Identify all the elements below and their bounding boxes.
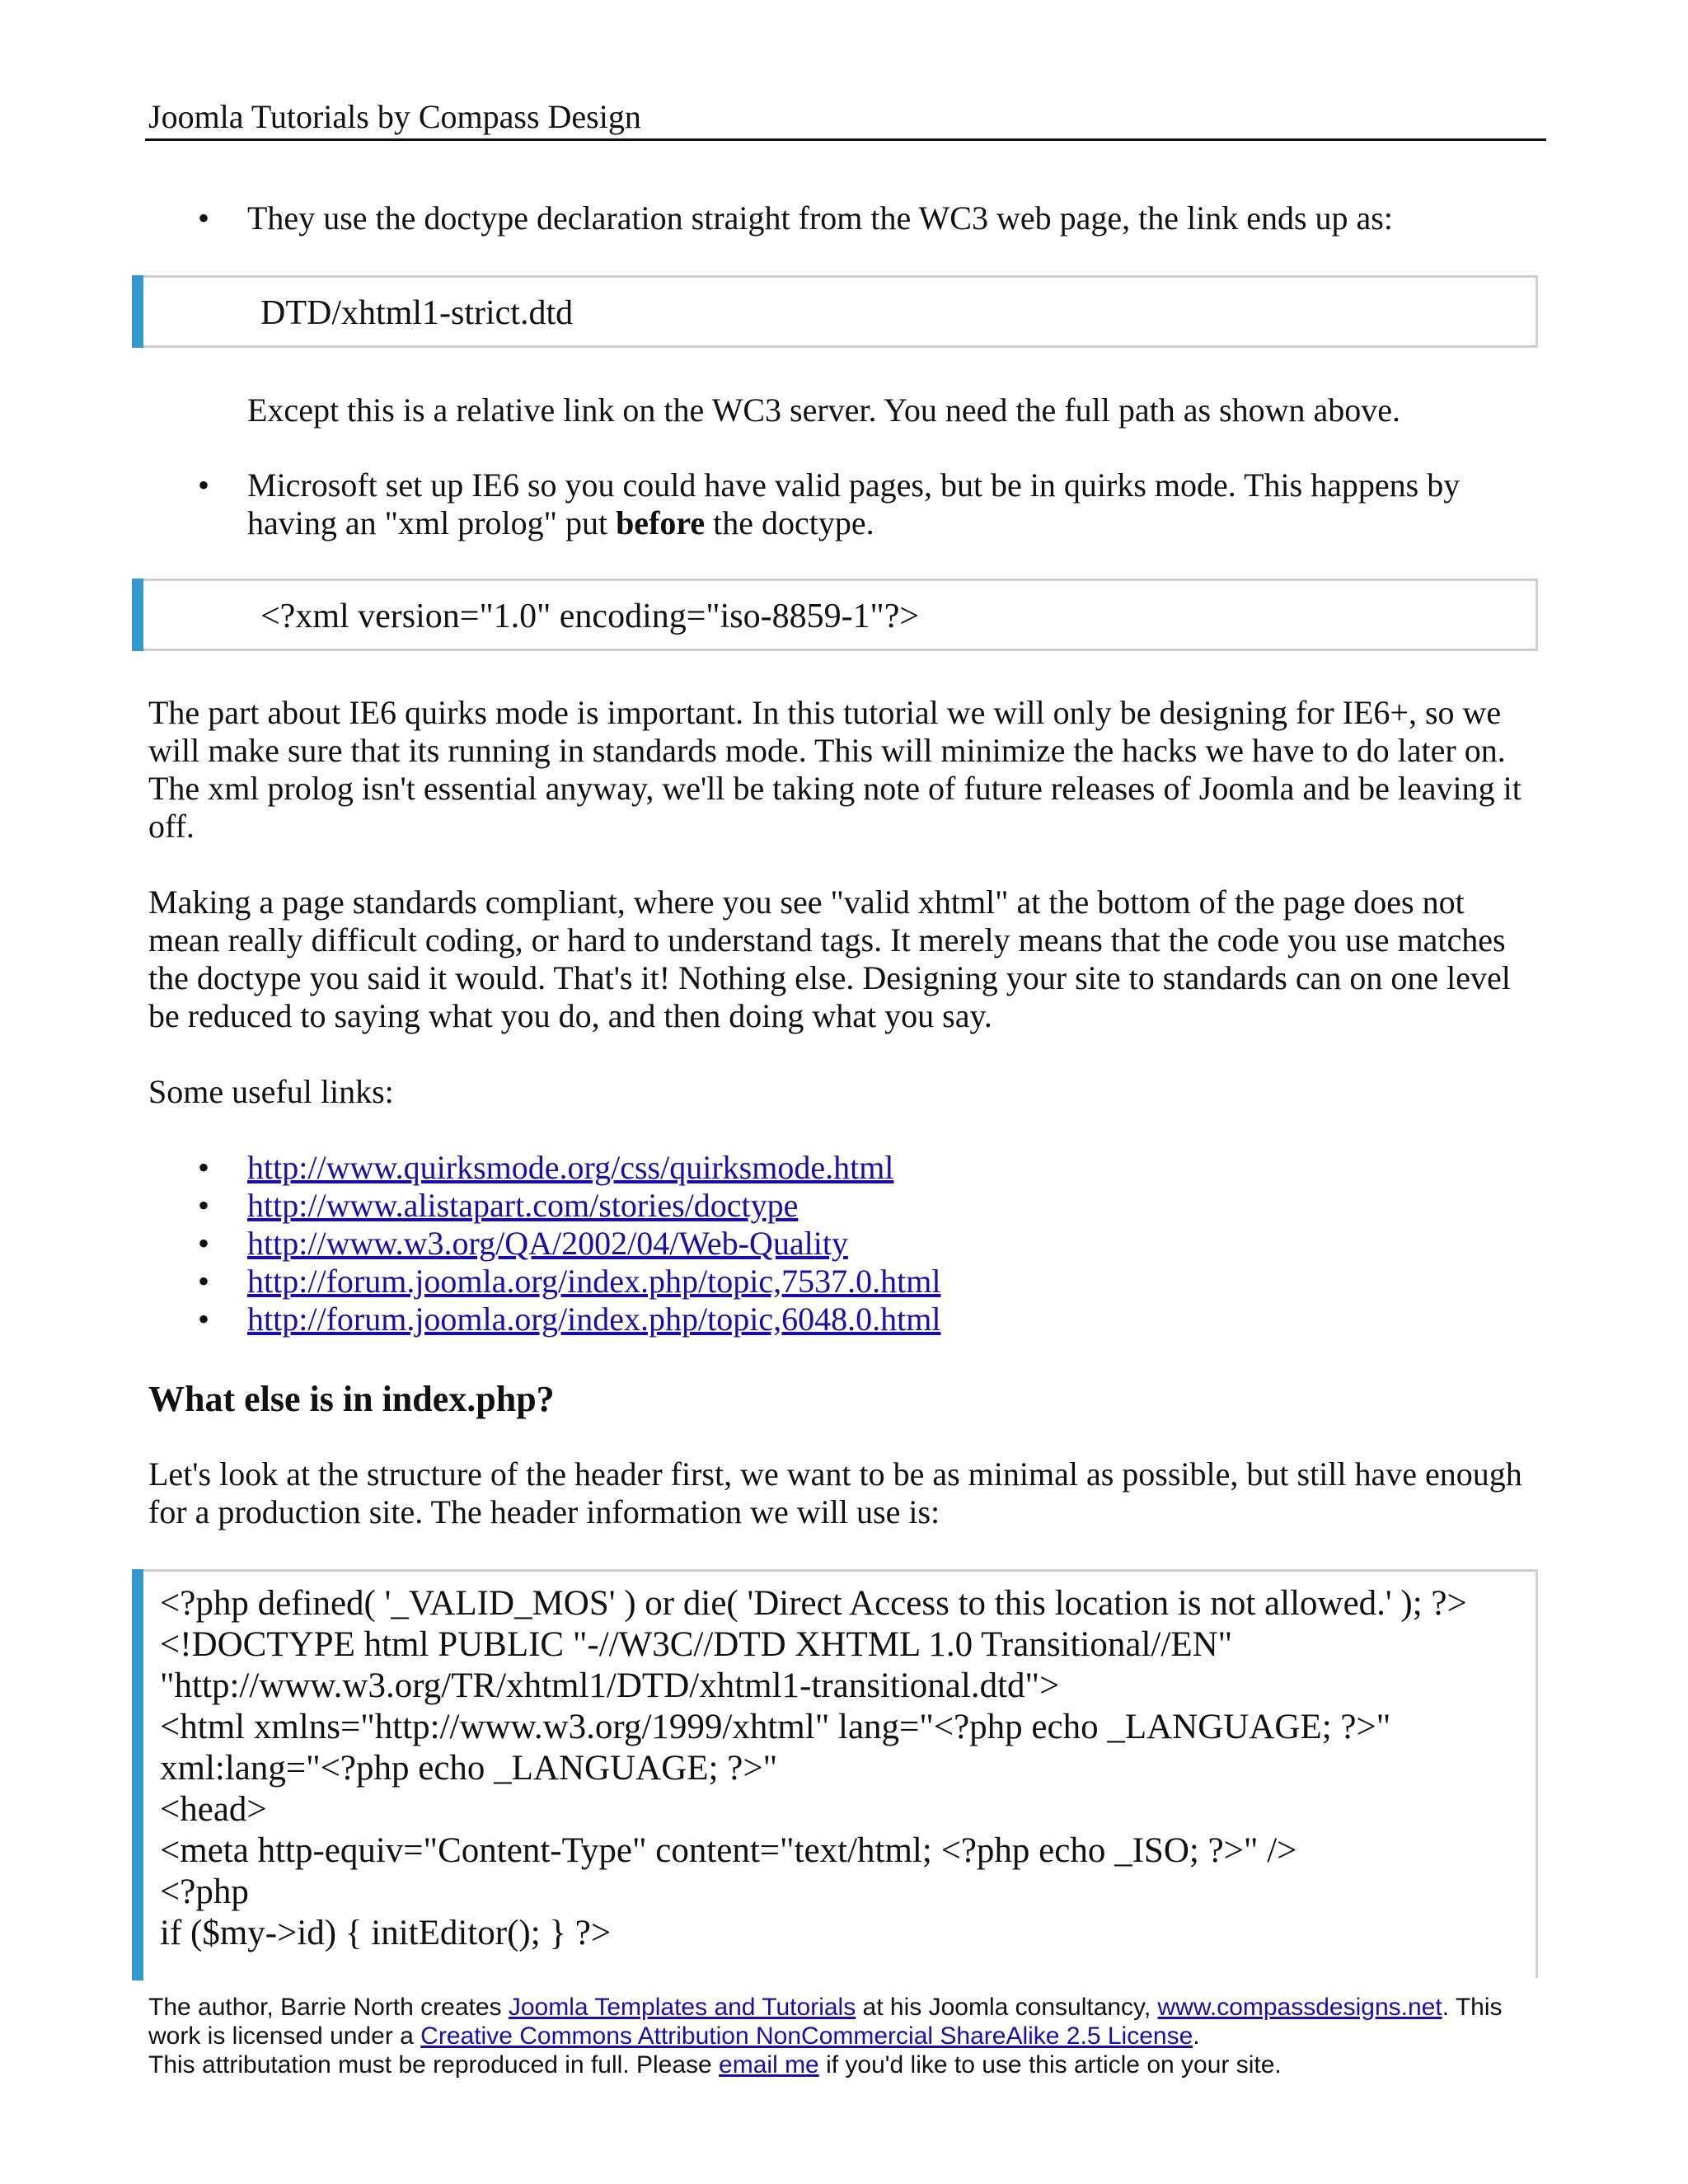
useful-links-label: Some useful links:	[148, 1073, 394, 1110]
footer-link-license[interactable]: Creative Commons Attribution NonCommercial ShareAlike 2.5 License	[420, 2022, 1193, 2050]
para-header-line-1: Let's look at the structure of the header first, we want to be as minimal as possible, but still have enough	[148, 1455, 1522, 1493]
footer-link-email[interactable]: email me	[719, 2051, 819, 2079]
code-header-line-5: xml:lang="<?php echo _LANGUAGE; ?>"	[160, 1749, 778, 1788]
footer-text: . This	[1442, 1994, 1503, 2021]
para-quirks-line-4: off.	[148, 808, 195, 845]
link-forum-7537[interactable]: http://forum.joomla.org/index.php/topic,7537.0.html	[247, 1263, 941, 1300]
code-header-line-6: <head>	[160, 1790, 267, 1829]
code-header-line-8: <?php	[160, 1872, 249, 1911]
para-standards-line-1: Making a page standards compliant, where you see "valid xhtml" at the bottom of the page does not	[148, 883, 1465, 921]
code-box-xml-prolog	[132, 579, 1538, 651]
footer-text: if you'd like to use this article on your site.	[818, 2051, 1282, 2079]
footer-text: .	[1193, 2022, 1200, 2050]
text-bold: before	[616, 504, 706, 541]
code-header-line-4: <html xmlns="http://www.w3.org/1999/xhtml" lang="<?php echo _LANGUAGE; ?>"	[160, 1708, 1391, 1746]
footer-line-3	[148, 2050, 1503, 2079]
code-xml-prolog-line: <?xml version="1.0" encoding="iso-8859-1"?>	[260, 598, 920, 635]
bullet-marker: •	[198, 466, 210, 504]
footer-link-joomla-templates[interactable]: Joomla Templates and Tutorials	[508, 1994, 856, 2021]
header-title: Joomla Tutorials by Compass Design	[148, 98, 641, 135]
para-standards-line-4: be reduced to saying what you do, and then doing what you say.	[148, 997, 992, 1034]
bullet-marker: •	[198, 1225, 210, 1262]
code-box-dtd	[132, 275, 1538, 348]
footer-text: The author, Barrie North creates	[148, 1994, 509, 2021]
footer-text: work is licensed under a	[148, 2022, 421, 2050]
bullet-marker: •	[198, 199, 210, 237]
footer-attribution	[148, 1993, 1503, 2079]
para-standards-line-2: mean really difficult coding, or hard to understand tags. It merely means that the code you use matches	[148, 921, 1506, 958]
section-heading: What else is in index.php?	[148, 1379, 555, 1419]
code-box-header	[132, 1569, 1538, 1978]
para-quirks-line-3: The xml prolog isn't essential anyway, we'll be taking note of future releases of Joomla and be leaving it	[148, 770, 1522, 807]
footer-line-1	[148, 1993, 1503, 2022]
bullet-marker: •	[198, 1149, 210, 1186]
code-header-line-7: <meta http-equiv="Content-Type" content="text/html; <?php echo _ISO; ?>" />	[160, 1831, 1297, 1870]
link-alistapart[interactable]: http://www.alistapart.com/stories/doctype	[247, 1187, 799, 1224]
footer-text: This attributation must be reproduced in full. Please	[148, 2051, 720, 2079]
para-standards-line-3: the doctype you said it would. That's it! Nothing else. Designing your site to standards can on one level	[148, 959, 1511, 996]
bullet-text-microsoft-2	[247, 504, 874, 542]
para-header-line-2: for a production site. The header information we will use is:	[148, 1493, 940, 1530]
link-quirksmode[interactable]: http://www.quirksmode.org/css/quirksmode.html	[247, 1149, 894, 1186]
para-quirks-line-1: The part about IE6 quirks mode is important. In this tutorial we will only be designing for IE6+, so we	[148, 694, 1502, 731]
bullet-marker: •	[198, 1263, 210, 1300]
footer-text: at his Joomla consultancy,	[856, 1994, 1158, 2021]
note-relative-link: Except this is a relative link on the WC3 server. You need the full path as shown above.	[247, 391, 1400, 429]
footer-line-2	[148, 2022, 1503, 2050]
text-segment: the doctype.	[705, 504, 874, 541]
para-quirks-line-2: will make sure that its running in standards mode. This will minimize the hacks we have to do later on.	[148, 732, 1506, 769]
code-header-line-9: if ($my->id) { initEditor(); } ?>	[160, 1914, 612, 1952]
link-w3-quality[interactable]: http://www.w3.org/QA/2002/04/Web-Quality	[247, 1225, 848, 1262]
bullet-text-doctype: They use the doctype declaration straight from the WC3 web page, the link ends up as:	[247, 199, 1393, 237]
code-header-line-2: <!DOCTYPE html PUBLIC "-//W3C//DTD XHTML 1.0 Transitional//EN"	[160, 1625, 1233, 1664]
bullet-marker: •	[198, 1301, 210, 1338]
code-dtd-line: DTD/xhtml1-strict.dtd	[260, 294, 574, 332]
footer-link-compassdesigns[interactable]: www.compassdesigns.net	[1157, 1994, 1442, 2021]
code-header-line-3: "http://www.w3.org/TR/xhtml1/DTD/xhtml1-transitional.dtd">	[160, 1666, 1060, 1705]
code-header-line-1: <?php defined( '_VALID_MOS' ) or die( 'Direct Access to this location is not allowed.' ); ?>	[160, 1584, 1467, 1623]
link-forum-6048[interactable]: http://forum.joomla.org/index.php/topic,6048.0.html	[247, 1301, 941, 1338]
bullet-text-microsoft-1: Microsoft set up IE6 so you could have valid pages, but be in quirks mode. This happens by	[247, 466, 1461, 504]
text-segment: having an "xml prolog" put	[247, 504, 617, 541]
bullet-marker: •	[198, 1187, 210, 1224]
header-rule	[145, 138, 1546, 141]
